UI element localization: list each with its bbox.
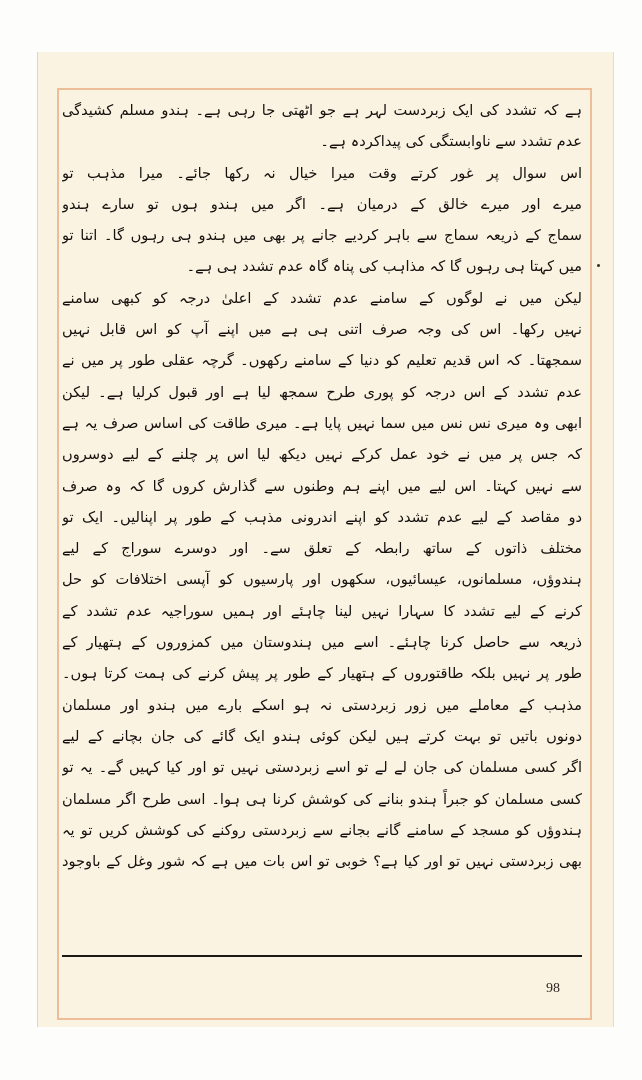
text-line: اس سوال پر غور کرتے وقت میرا خیال نہ رکھا جائے۔ میرا مذہب تو xyxy=(62,164,582,182)
text-line: سے نہیں کہتا۔ اس لیے میں اپنے ہم وطنوں سے گذارش کروں گا کہ وہ صرف xyxy=(62,477,582,495)
text-line: دو مقاصد کے لیے عدم تشدد کو اپنے اندرونی مذہب کے طور پر اپنالیں۔ ایک تو xyxy=(62,508,582,526)
text-line: ہندوؤں، مسلمانوں، عیسائیوں، سکھوں اور پارسیوں کو آپسی اختلافات کو حل xyxy=(62,571,582,589)
text-line: اگر کسی مسلمان کی جان لے لے تو اسے زبردستی نہیں تو اور کیا کہیں گے۔ یہ تو xyxy=(62,759,582,777)
text-line: کہ جس پر میں نے خود عمل کرکے نہیں دیکھ لیا اس پر چلنے کے لیے دوسروں xyxy=(62,446,582,464)
text-line: طور پر نہیں بلکہ طاقتوروں کے ہتھیار کے طور پر پیش کرنے کی ہمت کرتا ہوں۔ xyxy=(62,665,582,683)
text-line: سماج کے ذریعہ سماج سے باہر کردیے جانے پر بھی میں ہندو ہی رہوں گا۔ اتنا تو xyxy=(62,227,582,245)
footer-rule xyxy=(62,955,582,957)
text-line: میں کہتا ہی رہوں گا کہ مذاہب کی پناہ گاہ عدم تشدد ہی ہے۔ xyxy=(186,258,582,276)
text-line: عدم تشدد کے اس درجہ کو پوری طرح سمجھ لیا ہے اور قبول کرلیا ہے۔ لیکن xyxy=(62,383,582,401)
urdu-text-block xyxy=(62,95,582,950)
text-line: کسی مسلمان کو جبراً ہندو بنانے کی کوشش کرنا ہی ہوا۔ اسی طرح اگر مسلمان xyxy=(62,790,582,808)
text-line: عدم تشدد سے ناوابستگی کی پیداکردہ ہے۔ xyxy=(320,133,582,151)
ink-speck xyxy=(597,264,600,267)
text-line: نہیں رکھا۔ اس کی وجہ صرف اتنی ہی ہے میں اپنے آپ کو اس قابل نہیں xyxy=(62,321,582,339)
text-line: ابھی وہ میری نس نس میں سما نہیں پایا ہے۔ میری طاقت کی اساس صرف یہ ہے xyxy=(62,414,582,432)
page-number: 98 xyxy=(546,981,560,996)
text-line: ہندوؤں کو مسجد کے سامنے گانے بجانے سے زبردستی روکنے کی کوشش کریں تو یہ xyxy=(62,821,582,839)
text-line: لیکن میں نے لوگوں کے سامنے عدم تشدد کے اعلیٰ درجہ کو کبھی سامنے xyxy=(62,289,582,307)
text-line: کرنے کے لیے تشدد کا سہارا نہیں لینا چاہئے اور ہمیں سوراجیہ عدم تشدد کے xyxy=(62,602,582,620)
text-line: بھی زبردستی نہیں تو اور کیا ہے؟ خوبی تو اس بات میں ہے کہ شور وغل کے باوجود xyxy=(62,853,582,871)
text-line: دونوں باتیں تو بہت کرتے ہیں لیکن کوئی ہندو ایک گائے کی جان بچانے کے لیے xyxy=(62,727,582,745)
text-line: میرے اور میرے خالق کے درمیان ہے۔ اگر میں ہندو ہوں تو سارے ہندو xyxy=(62,195,582,213)
text-line: مختلف ذاتوں کے ساتھ رابطہ کے تعلق سے۔ اور دوسرے سوراج کے لیے xyxy=(62,540,582,558)
text-line: مذہب کے معاملے میں زور زبردستی نہ ہو اسکے بارے میں ہندو اور مسلمان xyxy=(62,696,582,714)
text-line: ہے کہ تشدد کی ایک زبردست لہر ہے جو اٹھتی جا رہی ہے۔ ہندو مسلم کشیدگی xyxy=(62,102,582,119)
text-line: ذریعہ سے حاصل کرنا چاہئے۔ اسے میں ہندوستان میں کمزوروں کے ہتھیار کے xyxy=(62,634,582,652)
text-line: سمجھتا۔ کہ اس قدیم تعلیم کو دنیا کے سامنے رکھوں۔ گرچہ عقلی طور پر میں نے xyxy=(62,352,582,370)
